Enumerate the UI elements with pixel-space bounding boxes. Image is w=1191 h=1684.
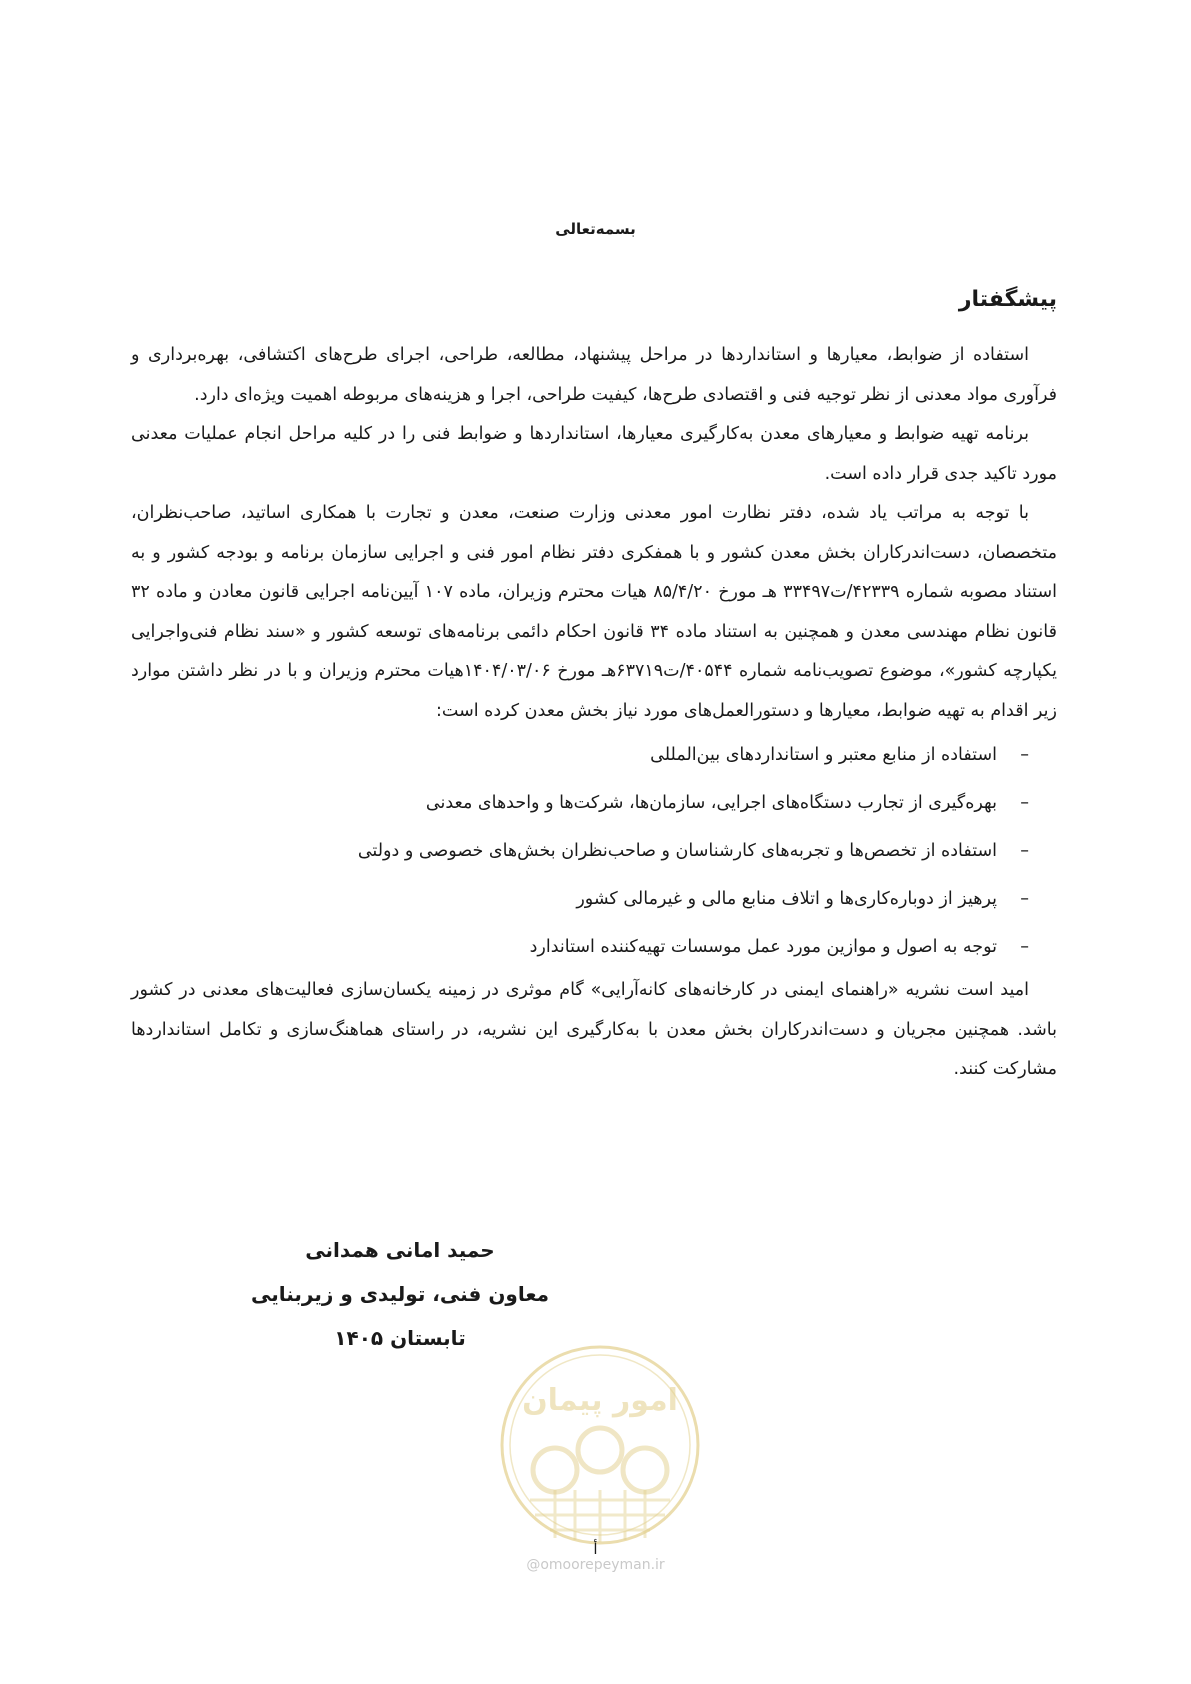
paragraph-2: برنامه تهیه ضوابط و معیارهای معدن به‌کارگیری معیارها، استانداردها و ضوابط فنی را در کلیه مراحل انجام عملیات معدنی مورد تاکید جدی قرار داده است. [131,424,1057,484]
list-item [131,827,1057,875]
foreword-body [131,336,1057,1090]
watermark-logo [495,1340,705,1550]
closing-paragraph: امید است نشریه «راهنمای ایمنی در کارخانه‌های کانه‌آرایی» گام موثری در زمینه یکسان‌سازی فعالیت‌های معدنی در کشور باشد. همچنین مجریان و دست‌اندرکاران بخش معدن با به‌کارگیری این نشریه، در راستای هماهنگ‌سازی و تکامل استانداردها مشارکت کنند. [131,980,1057,1079]
list-item-text: استفاده از منابع معتبر و استانداردهای بین‌المللی [650,745,997,765]
page-number: أ [593,1540,598,1558]
dash-bullet: – [1020,841,1029,861]
list-item [131,923,1057,971]
list-item [131,875,1057,923]
list-item [131,779,1057,827]
list-item-text: پرهیز از دوباره‌کاری‌ها و اتلاف منابع مالی و غیرمالی کشور [576,889,997,909]
paragraph-1: استفاده از ضوابط، معیارها و استانداردها در مراحل پیشنهاد، مطالعه، طراحی، اجرای طرح‌های اکتشافی، بهره‌برداری و فرآوری مواد معدنی از نظر توجیه فنی و اقتصادی طرح‌ها، کیفیت طراحی، اجرا و هزینه‌های مربوطه اهمیت ویژه‌ای دارد. [131,345,1057,405]
criteria-list [131,731,1057,971]
signatory-position: معاون فنی، تولیدی و زیربنایی [250,1282,550,1306]
list-item-text: توجه به اصول و موازین مورد عمل موسسات تهیه‌کننده استاندارد [529,937,997,957]
dash-bullet: – [1020,937,1029,957]
list-item [131,731,1057,779]
dash-bullet: – [1020,793,1029,813]
watermark-logo-text: امور پیمان [522,1383,678,1418]
dash-bullet: – [1020,889,1029,909]
basmala-heading: بسمه‌تعالی [555,220,636,238]
signature-date: تابستان ۱۴۰۵ [334,1326,466,1350]
dash-bullet: – [1020,745,1029,765]
signatory-name: حمید امانی همدانی [305,1238,495,1262]
watermark-site: @omoorepeyman.ir [526,1557,665,1573]
page-title: پیشگفتار [958,287,1057,312]
paragraph-3: با توجه به مراتب یاد شده، دفتر نظارت امور معدنی وزارت صنعت، معدن و تجارت با همکاری اساتید، صاحب‌نظران، متخصصان، دست‌اندرکاران بخش معدن کشور و با همفکری دفتر نظام امور فنی و اجرایی سازمان برنامه و بودجه کشور و به استناد مصوبه شماره ۴۲۳۳۹/ت۳۳۴۹۷ هـ مورخ ۸۵/۴/۲۰ هیات محترم وزیران، ماده ۱۰۷ آیین‌نامه اجرایی قانون معادن و ماده ۳۲ قانون نظام مهندسی معدن و همچنین به استناد ماده ۳۴ قانون احکام دائمی برنامه‌های توسعه کشور و «سند نظام فنی‌واجرایی یکپارچه کشور»، موضوع تصویب‌نامه شماره ۴۰۵۴۴/ت۶۳۷۱۹هـ مورخ ۱۴۰۴/۰۳/۰۶هیات محترم وزیران و با در نظر داشتن موارد زیر اقدام به تهیه ضوابط، معیارها و دستورالعمل‌های مورد نیاز بخش معدن کرده است: [131,503,1057,721]
list-item-text: بهره‌گیری از تجارب دستگاه‌های اجرایی، سازمان‌ها، شرکت‌ها و واحدهای معدنی [425,793,997,813]
list-item-text: استفاده از تخصص‌ها و تجربه‌های کارشناسان و صاحب‌نظران بخش‌های خصوصی و دولتی [357,841,997,861]
